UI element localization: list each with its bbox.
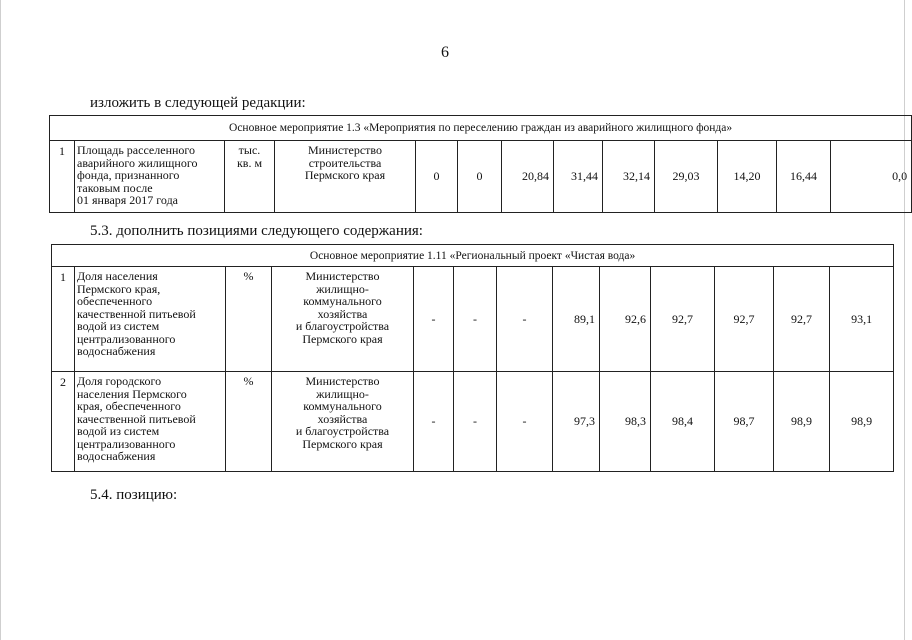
responsible-org: Министерство жилищно- коммунального хозяйства и благоустройства Пермского края xyxy=(272,372,414,472)
value-cell: - xyxy=(414,267,454,372)
responsible-org: Министерство жилищно- коммунального хозяйства и благоустройства Пермского края xyxy=(272,267,414,372)
value-cell: 97,3 xyxy=(553,372,600,472)
value-cell: 0,0 xyxy=(831,141,912,213)
value-cell: - xyxy=(497,267,553,372)
value-cell: 92,7 xyxy=(774,267,830,372)
value-cell: 92,6 xyxy=(600,267,651,372)
indicator-name: Доля городского населения Пермского края, обеспеченного качественной питьевой водой из систем централизованного водоснабжения xyxy=(75,372,226,472)
value-cell: 98,9 xyxy=(774,372,830,472)
value-cell: 92,7 xyxy=(715,267,774,372)
value-cell: 0 xyxy=(416,141,458,213)
indicator-name: Доля населения Пермского края, обеспеченного качественной питьевой водой из систем централизованного водоснабжения xyxy=(75,267,226,372)
value-cell: 89,1 xyxy=(553,267,600,372)
value-cell: 29,03 xyxy=(655,141,718,213)
unit-cell: тыс. кв. м xyxy=(225,141,275,213)
value-cell: 98,4 xyxy=(651,372,715,472)
value-cell: 20,84 xyxy=(502,141,554,213)
page-edge-right xyxy=(904,0,905,640)
intro-text: изложить в следующей редакции: xyxy=(90,95,306,111)
value-cell: 93,1 xyxy=(830,267,894,372)
value-cell: 92,7 xyxy=(651,267,715,372)
page-number: 6 xyxy=(441,44,449,61)
indicator-name: Площадь расселенного аварийного жилищного фонда, признанного таковым после 01 января 2017 года xyxy=(75,141,225,213)
section-5-4: 5.4. позицию: xyxy=(90,487,178,503)
row-number: 1 xyxy=(50,141,75,213)
value-cell: - xyxy=(454,267,497,372)
table-header: Основное мероприятие 1.11 «Региональный проект «Чистая вода» xyxy=(52,245,894,267)
value-cell: 32,14 xyxy=(603,141,655,213)
value-cell: 98,9 xyxy=(830,372,894,472)
table-clean-water xyxy=(51,244,894,472)
section-5-3: 5.3. дополнить позициями следующего содержания: xyxy=(90,223,423,239)
value-cell: 98,3 xyxy=(600,372,651,472)
table-resettlement xyxy=(49,115,912,213)
table-header: Основное мероприятие 1.3 «Мероприятия по переселению граждан из аварийного жилищного фонда» xyxy=(50,116,912,141)
value-cell: 31,44 xyxy=(554,141,603,213)
value-cell: 0 xyxy=(458,141,502,213)
value-cell: - xyxy=(497,372,553,472)
row-number: 2 xyxy=(52,372,75,472)
unit-cell: % xyxy=(226,267,272,372)
unit-cell: % xyxy=(226,372,272,472)
value-cell: - xyxy=(414,372,454,472)
value-cell: 16,44 xyxy=(777,141,831,213)
value-cell: - xyxy=(454,372,497,472)
row-number: 1 xyxy=(52,267,75,372)
page-edge-left xyxy=(0,0,1,640)
value-cell: 98,7 xyxy=(715,372,774,472)
value-cell: 14,20 xyxy=(718,141,777,213)
responsible-org: Министерство строительства Пермского края xyxy=(275,141,416,213)
